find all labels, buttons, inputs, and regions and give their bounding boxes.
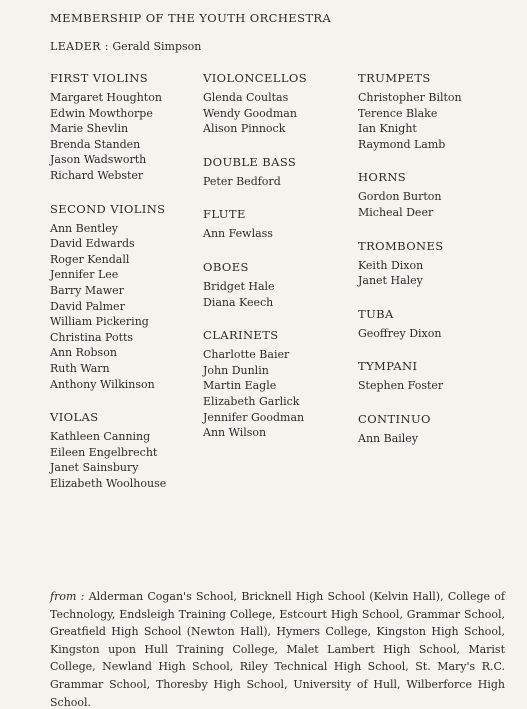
section-title: FLUTE	[203, 207, 246, 222]
member-name: Diana Keech	[203, 295, 274, 309]
membership-column-2	[203, 70, 353, 458]
member-name: Alison Pinnock	[203, 122, 286, 136]
member-name: John Dunlin	[203, 363, 269, 377]
member-name: Jennifer Goodman	[203, 410, 305, 424]
section-title: VIOLAS	[50, 410, 99, 425]
section-flute	[203, 206, 353, 242]
from-label: from :	[50, 590, 85, 603]
member-name: Micheal Deer	[358, 205, 434, 219]
section-title: VIOLONCELLOS	[203, 71, 307, 85]
section-title: DOUBLE BASS	[203, 154, 297, 169]
member-name: Raymond Lamb	[358, 137, 446, 151]
section-violoncellos	[203, 70, 353, 137]
member-name: Ann Bentley	[50, 221, 118, 235]
member-name: Ann Fewlass	[203, 227, 273, 241]
member-name: Janet Sainsbury	[50, 461, 139, 475]
member-name: Christina Potts	[50, 330, 134, 344]
section-title: TUBA	[358, 306, 394, 321]
section-trumpets	[358, 70, 508, 152]
member-name: Marie Shevlin	[50, 122, 129, 136]
member-name: Ann Wilson	[203, 426, 267, 440]
member-name: Glenda Coultas	[203, 91, 289, 104]
member-name: Keith Dixon	[358, 258, 424, 272]
section-title: SECOND VIOLINS	[50, 201, 166, 216]
section-clarinets	[203, 327, 353, 441]
member-name: Bridget Hale	[203, 279, 275, 293]
membership-column-1	[50, 70, 200, 508]
section-horns	[358, 169, 508, 220]
section-tuba	[358, 306, 508, 342]
member-name: Janet Haley	[358, 274, 423, 288]
section-second-violins	[50, 201, 200, 393]
member-name: Brenda Standen	[50, 137, 141, 151]
section-title: CONTINUO	[358, 411, 431, 426]
section-continuo	[358, 411, 508, 447]
schools-list: Alderman Cogan's School, Bricknell High School (Kelvin Hall), College of Technology, Endsleigh Training College, Estcourt High School, Grammar School, Greatfield High School (Newton Hall), Hymers College, Kingston High School, Kingston upon Hull Training College, Malet Lambert High School, Marist College, Newland High School, Riley Technical High School, St. Mary's R.C. Grammar School, Thoresby High School, University of Hull, Wilberforce High School.	[50, 590, 506, 709]
member-name: Ruth Warn	[50, 361, 110, 375]
member-name: Peter Bedford	[203, 174, 281, 188]
section-oboes	[203, 259, 353, 310]
member-name: Charlotte Baier	[203, 348, 290, 362]
section-violas	[50, 409, 200, 491]
member-name: Elizabeth Woolhouse	[50, 476, 167, 490]
member-name: Kathleen Canning	[50, 430, 151, 444]
section-title: TROMBONES	[358, 238, 444, 253]
section-title: TRUMPETS	[358, 71, 431, 85]
member-name: Richard Webster	[50, 168, 144, 182]
member-name: David Edwards	[50, 237, 135, 251]
member-name: Eileen Engelbrecht	[50, 445, 158, 459]
member-name: Terence Blake	[358, 106, 438, 120]
section-title: TYMPANI	[358, 359, 418, 374]
leader-line	[50, 40, 201, 53]
member-name: Christopher Bilton	[358, 91, 462, 104]
section-title: CLARINETS	[203, 328, 279, 343]
member-name: David Palmer	[50, 299, 125, 313]
member-name: Roger Kendall	[50, 252, 130, 266]
member-name: William Pickering	[50, 315, 149, 329]
member-name: Barry Mawer	[50, 283, 124, 297]
section-title: FIRST VIOLINS	[50, 71, 148, 85]
section-title: HORNS	[358, 170, 407, 185]
member-name: Geoffrey Dixon	[358, 326, 442, 340]
membership-column-3	[358, 70, 508, 464]
member-name: Ann Bailey	[358, 431, 419, 445]
section-title: OBOES	[203, 259, 249, 274]
member-name: Wendy Goodman	[203, 106, 297, 120]
member-name: Gordon Burton	[358, 190, 442, 204]
section-double-bass	[203, 154, 353, 190]
member-name: Elizabeth Garlick	[203, 394, 300, 408]
member-name: Margaret Houghton	[50, 91, 162, 104]
section-first-violins	[50, 70, 200, 184]
page-title: MEMBERSHIP OF THE YOUTH ORCHESTRA	[50, 11, 332, 25]
member-name: Martin Eagle	[203, 379, 277, 393]
member-name: Jason Wadsworth	[50, 153, 147, 167]
member-name: Jennifer Lee	[50, 268, 119, 282]
member-name: Edwin Mowthorpe	[50, 106, 153, 120]
section-trombones	[358, 238, 508, 289]
leader-label: LEADER :	[50, 40, 109, 53]
member-name: Anthony Wilkinson	[50, 377, 155, 391]
member-name: Ann Robson	[50, 346, 117, 360]
schools-footer	[50, 588, 505, 709]
leader-name: Gerald Simpson	[112, 40, 202, 53]
section-tympani	[358, 358, 508, 394]
member-name: Stephen Foster	[358, 379, 444, 393]
member-name: Ian Knight	[358, 122, 417, 136]
